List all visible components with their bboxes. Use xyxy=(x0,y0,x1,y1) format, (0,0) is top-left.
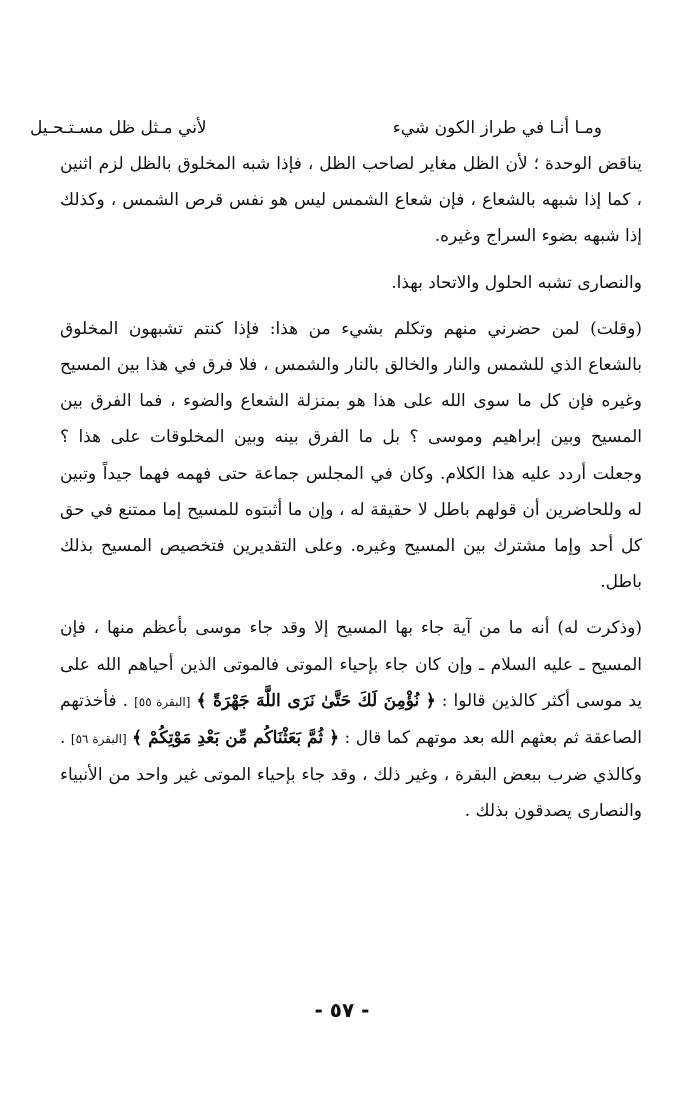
paragraph-gap xyxy=(60,301,642,311)
verse-hemistich-2: لأني مـثل ظل مسـتـحـيل xyxy=(30,118,207,138)
paragraph xyxy=(60,311,642,601)
paragraphs xyxy=(60,146,642,830)
text-segment: . وكالذي ضرب ببعض البقرة ، وغير ذلك ، وقد جاء بإحياء الموتى غير واحد من الأنبياء والنصارى يصدقون بذلك . xyxy=(60,728,642,822)
poetry-verse xyxy=(30,110,642,146)
quran-quote: ﴿ ثُمَّ بَعَثْنَاكُم مِّن بَعْدِ مَوْتِكُمْ ﴾ xyxy=(132,728,340,749)
paragraph xyxy=(60,610,642,829)
text-segment: . فأخذتهم الصاعقة ثم بعثهم الله بعد موتهم كما قال : xyxy=(60,690,643,749)
paragraph-gap xyxy=(60,600,642,610)
paragraph xyxy=(60,146,642,255)
paragraph-gap xyxy=(60,255,642,265)
page-number: - ٥٧ - xyxy=(314,998,370,1022)
paragraph xyxy=(60,265,642,301)
quran-reference: [البقرة ٥٥] xyxy=(134,694,191,709)
text-segment: (وذكرت له) أنه ما من آية جاء بها المسيح إلا وقد جاء موسى بأعظم منها ، فإن المسيح ـ عليه السلام ـ وإن كان جاء بإحياء الموتى فالموتى الذين أحياهم الله على يد موسى أكثر كالذين قالوا : xyxy=(60,618,643,711)
quran-quote: ﴿ نُؤْمِنَ لَكَ حَتَّىٰ نَرَى اللَّهَ جَهْرَةً ﴾ xyxy=(196,690,436,711)
text-segment: (وقلت) لمن حضرني منهم وتكلم بشيء من هذا: فإذا كنتم تشبهون المخلوق بالشعاع الذي للشمس والنار والخالق بالنار والشمس ، فلا فرق في هذا بين المسيح وغيره فإن كل ما سوى الله على هذا هو بمنزلة الشعاع والضوء ، فما الفرق بين المسيح وبين إبراهيم وموسى ؟ بل ما الفرق بينه وبين المخلوقات على هذا ؟ وجعلت أردد عليه هذا الكلام. وكان في المجلس جماعة حتى فهمه فهما جيداً وتبين له وللحاضرين أن قولهم باطل لا حقيقة له ، وإن ما أثبتوه للمسيح إما ممتنع في حق كل أحد وإما مشترك بين المسيح وغيره. وعلى التقديرين فتخصيص المسيح بذلك باطل. xyxy=(60,318,642,593)
text-segment: والنصارى تشبه الحلول والاتحاد بهذا. xyxy=(391,272,642,293)
text-segment: يناقض الوحدة ؛ لأن الظل مغاير لصاحب الظل ، فإذا شبه المخلوق بالظل لزم اثنين ، كما إذا شبهه بالشعاع ، فإن شعاع الشمس ليس هو نفس قرص الشمس ، وكذلك إذا شبهه بضوء السراج وغيره. xyxy=(60,154,642,247)
quran-reference: [البقرة ٥٦] xyxy=(70,732,127,747)
page-body xyxy=(30,110,643,830)
verse-hemistich-1: ومـا أنـا في طراز الكون شيء xyxy=(392,118,602,138)
